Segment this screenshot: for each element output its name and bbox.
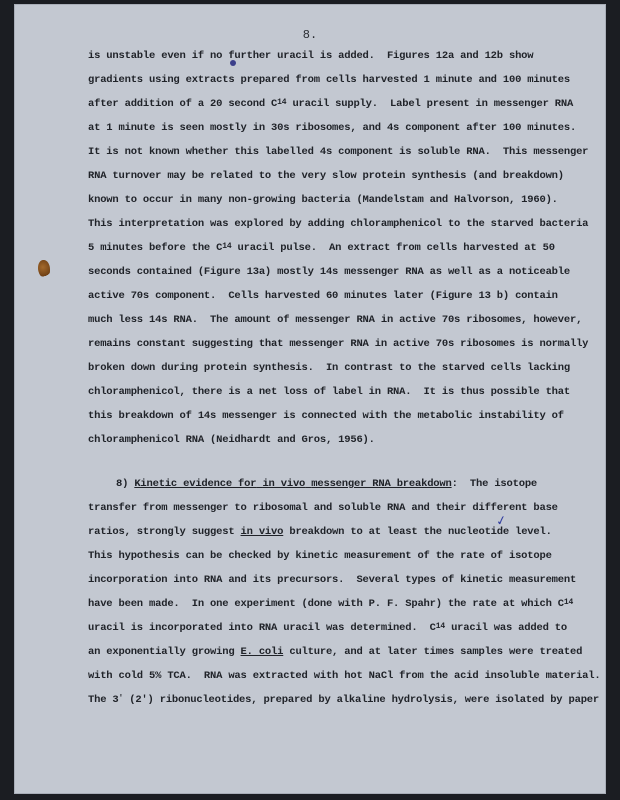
stain-mark bbox=[38, 260, 50, 278]
text-line: have been made. In one experiment (done with P. F. Spahr) the rate at which $C^{14}$ bbox=[88, 598, 574, 610]
text-line: 5 minutes before the $C^{14}$ uracil pulse. An extract from cells harvested at 50 bbox=[88, 242, 555, 254]
text-line: chloramphenicol RNA (Neidhardt and Gros, 1956). bbox=[88, 434, 375, 446]
text-line: much less 14s RNA. The amount of messenger RNA in active 70s ribosomes, however, bbox=[88, 314, 583, 326]
text-line: active 70s component. Cells harvested 60 minutes later (Figure 13 b) contain bbox=[88, 290, 558, 302]
text-line: after addition of a 20 second $C^{14}$ uracil supply. Label present in messenger RNA bbox=[88, 98, 574, 110]
document-page bbox=[14, 4, 606, 794]
section-number: 8) bbox=[116, 478, 129, 490]
text-line: RNA turnover may be related to the very slow protein synthesis (and breakdown) bbox=[88, 170, 564, 182]
text-line: ratios, strongly suggest in vivo breakdown to at least the nucleotide level. bbox=[88, 526, 552, 538]
section-heading: 8) Kinetic evidence for in vivo messenger RNA breakdown: The isotope bbox=[116, 478, 538, 490]
text-line: an exponentially growing E. coli culture, and at later times samples were treated bbox=[88, 646, 583, 658]
text-line: broken down during protein synthesis. In contrast to the starved cells lacking bbox=[88, 362, 570, 374]
text-line: This interpretation was explored by adding chloramphenicol to the starved bacteria bbox=[88, 218, 589, 230]
text-line: known to occur in many non-growing bacteria (Mandelstam and Halvorson, 1960). bbox=[88, 194, 558, 206]
text-line: seconds contained (Figure 13a) mostly 14s messenger RNA as well as a noticeable bbox=[88, 266, 570, 278]
text-line: at 1 minute is seen mostly in 30s ribosomes, and 4s component after 100 minutes. bbox=[88, 122, 577, 134]
text-line: The 3' (2') ribonucleotides, prepared by alkaline hydrolysis, were isolated by paper bbox=[88, 694, 600, 706]
text-line: gradients using extracts prepared from cells harvested 1 minute and 100 minutes bbox=[88, 74, 570, 86]
text-line: This hypothesis can be checked by kinetic measurement of the rate of isotope bbox=[88, 550, 552, 562]
text-line: It is not known whether this labelled 4s component is soluble RNA. This messenger bbox=[88, 146, 589, 158]
text-line: remains constant suggesting that messenger RNA in active 70s ribosomes is normally bbox=[88, 338, 589, 350]
text-line: with cold 5% TCA. RNA was extracted with hot NaCl from the acid insoluble material. bbox=[88, 670, 601, 682]
text-line: is unstable even if no further uracil is added. Figures 12a and 12b show bbox=[88, 50, 534, 62]
handwritten-check-mark: ✓ bbox=[494, 513, 509, 530]
page-number: 8. bbox=[302, 28, 318, 42]
text-line: incorporation into RNA and its precursors. Several types of kinetic measurement bbox=[88, 574, 577, 586]
text-line: this breakdown of 14s messenger is connected with the metabolic instability of bbox=[88, 410, 564, 422]
text-line: chloramphenicol, there is a net loss of label in RNA. It is thus possible that bbox=[88, 386, 570, 398]
text-line: transfer from messenger to ribosomal and soluble RNA and their different base bbox=[88, 502, 558, 514]
text-line: uracil is incorporated into RNA uracil was determined. $C^{14}$ uracil was added to bbox=[88, 622, 567, 634]
